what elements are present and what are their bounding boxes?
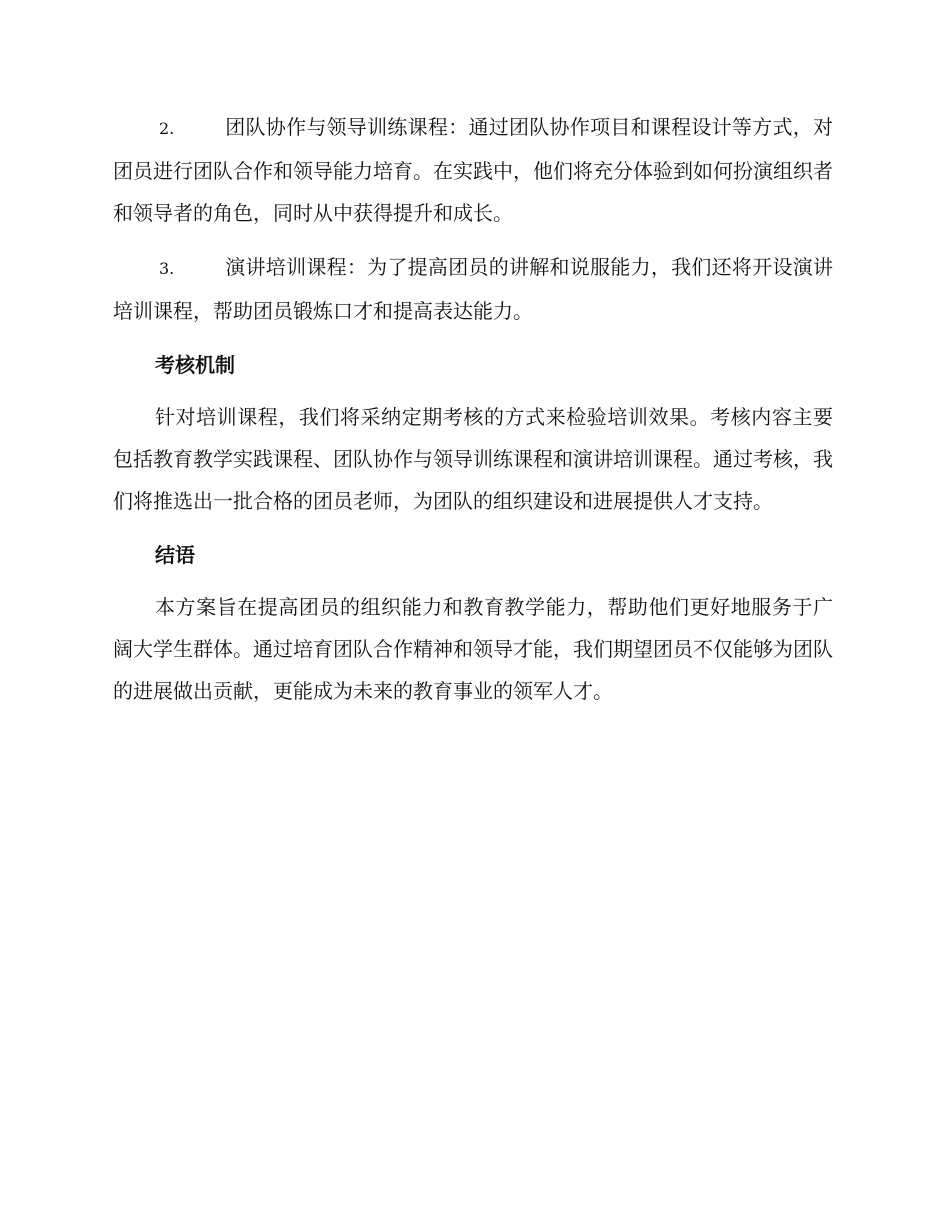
list-item-2	[113, 106, 833, 234]
conclusion-heading: 结语	[155, 543, 195, 567]
assessment-paragraph: 针对培训课程，我们将采纳定期考核的方式来检验培训效果。考核内容主要包括教育教学实践课程、团队协作与领导训练课程和演讲培训课程。通过考核，我们将推选出一批合格的团员老师，为团队的组织建设和进展提供人才支持。	[113, 405, 833, 513]
list-number: 3.	[159, 259, 175, 278]
assessment-heading: 考核机制	[155, 353, 235, 377]
conclusion-paragraph: 本方案旨在提高团员的组织能力和教育教学能力，帮助他们更好地服务于广阔大学生群体。通过培育团队合作精神和领导才能，我们期望团员不仅能够为团队的进展做出贡献，更能成为未来的教育事业的领军人才。	[113, 595, 833, 703]
list-item-3	[113, 246, 833, 332]
document-page	[113, 106, 833, 724]
list-item-text: 演讲培训课程：为了提高团员的讲解和说服能力，我们还将开设演讲培训课程，帮助团员锻炼口才和提高表达能力。	[113, 255, 833, 323]
list-number: 2.	[159, 119, 175, 138]
list-item-text: 团队协作与领导训练课程：通过团队协作项目和课程设计等方式，对团员进行团队合作和领导能力培育。在实践中，他们将充分体验到如何扮演组织者和领导者的角色，同时从中获得提升和成长。	[113, 115, 833, 225]
